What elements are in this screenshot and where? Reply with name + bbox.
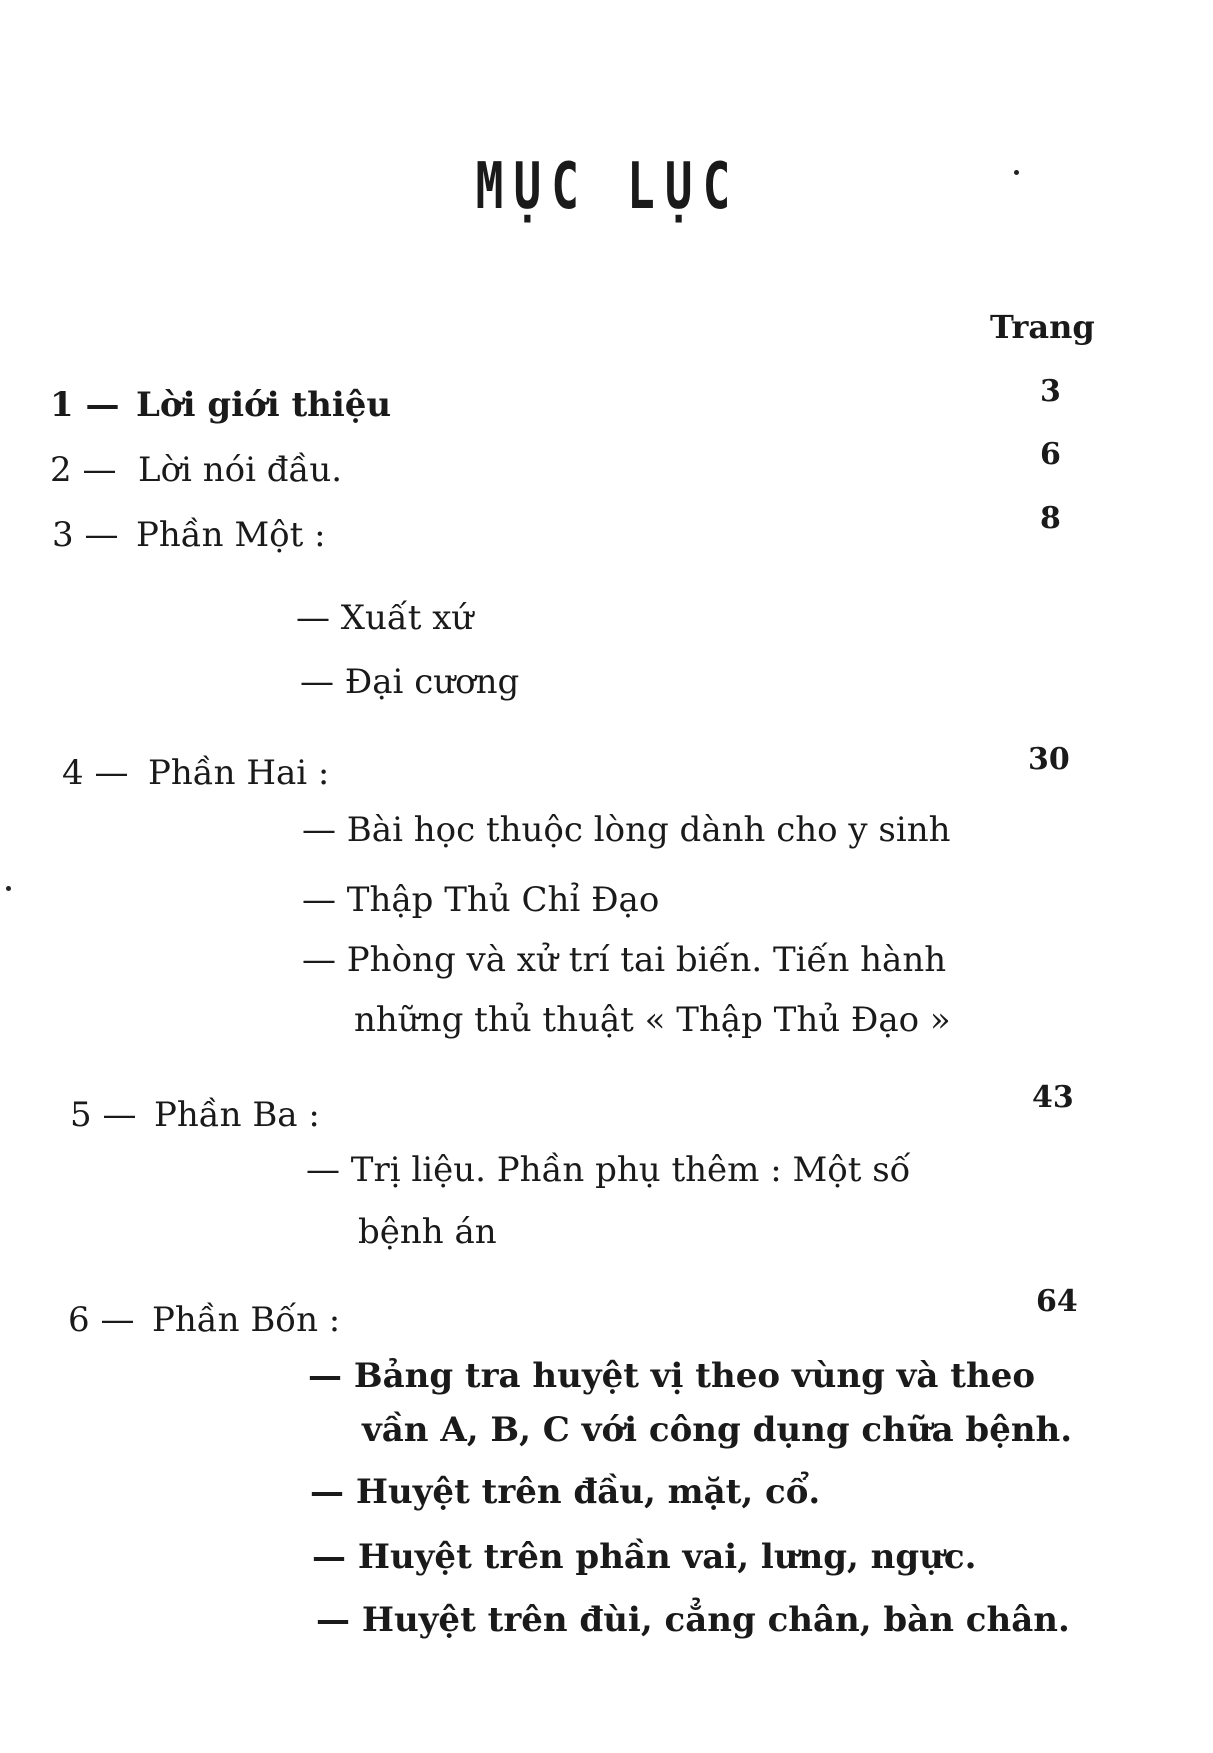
entry-label: Lời giới thiệu	[136, 385, 392, 425]
entry-subitem: — Phòng và xử trí tai biến. Tiến hành	[302, 940, 947, 980]
entry-label: Phần Một :	[136, 515, 326, 555]
entry-page: 6	[1040, 437, 1061, 472]
entry-subitem: — Huyệt trên phần vai, lưng, ngực.	[312, 1537, 977, 1577]
entry-label: Phần Ba :	[154, 1095, 320, 1135]
entry-subitem: — Bài học thuộc lòng dành cho y sinh	[302, 810, 951, 850]
entry-number: 4 —	[62, 753, 129, 793]
entry-subitem: — Huyệt trên đầu, mặt, cổ.	[310, 1472, 821, 1512]
entry-subitem: — Thập Thủ Chỉ Đạo	[302, 880, 660, 920]
entry-page: 30	[1028, 742, 1070, 777]
speck-mark	[1014, 170, 1019, 175]
speck-mark	[6, 886, 11, 891]
entry-subitem: — Xuất xứ	[296, 598, 474, 638]
entry-subitem: vần A, B, C với công dụng chữa bệnh.	[362, 1410, 1073, 1450]
entry-number: 1 —	[50, 385, 120, 425]
entry-subitem: — Trị liệu. Phần phụ thêm : Một số	[306, 1150, 911, 1190]
entry-subitem: những thủ thuật « Thập Thủ Đạo »	[354, 1000, 951, 1040]
entry-label: Phần Bốn :	[152, 1300, 341, 1340]
entry-subitem: — Huyệt trên đùi, cẳng chân, bàn chân.	[316, 1600, 1070, 1640]
entry-subitem: — Bảng tra huyệt vị theo vùng và theo	[308, 1356, 1036, 1396]
entry-page: 64	[1036, 1284, 1078, 1319]
page-column-header: Trang	[990, 308, 1095, 346]
entry-label: Phần Hai :	[148, 753, 330, 793]
entry-number: 3 —	[52, 515, 119, 555]
entry-number: 2 —	[50, 450, 117, 490]
entry-label: Lời nói đầu.	[138, 450, 343, 490]
entry-page: 8	[1040, 501, 1061, 536]
entry-number: 6 —	[68, 1300, 135, 1340]
entry-page: 43	[1032, 1080, 1074, 1115]
page-title: MỤC LỤC	[475, 150, 741, 224]
entry-page: 3	[1040, 374, 1061, 409]
entry-subitem: — Đại cương	[300, 662, 520, 702]
entry-subitem: bệnh án	[358, 1212, 497, 1252]
entry-number: 5 —	[70, 1095, 137, 1135]
